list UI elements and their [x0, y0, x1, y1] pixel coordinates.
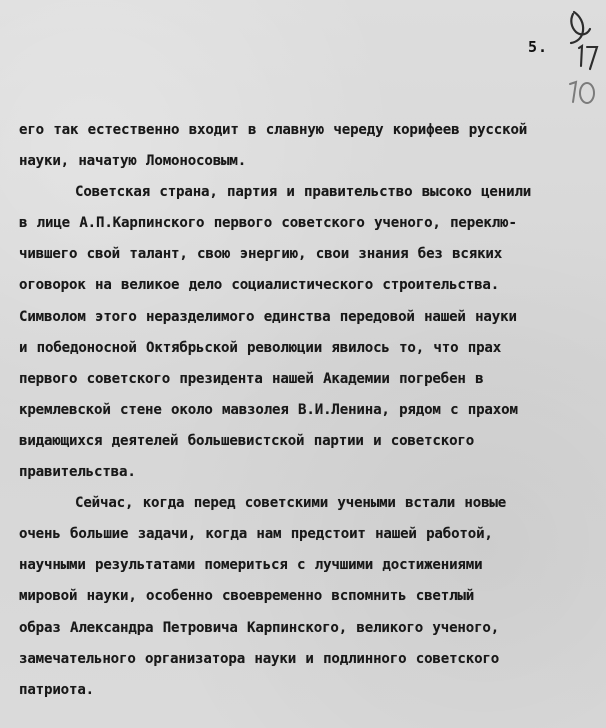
text-line: науки, начатую Ломоносовым. [19, 153, 247, 170]
text-line: Советская страна, партия и правительство высоко ценили [19, 184, 532, 201]
text-line: очень большие задачи, когда нам предстоит нашей работой, [19, 526, 493, 543]
text-line: научными результатами помериться с лучшими достижениями [19, 557, 483, 574]
text-line: Символом этого неразделимого единства передовой нашей науки [19, 308, 517, 325]
text-line: и победоносной Октябрьской революции явилось то, что прах [19, 339, 502, 356]
page-number: 5. [528, 38, 549, 56]
text-line: видающихся деятелей большевистской партии и советского [19, 432, 475, 449]
text-line: Сейчас, когда перед советскими учеными встали новые [19, 495, 507, 512]
archive-folio-mark [556, 8, 604, 108]
text-line: чившего свой талант, свою энергию, свои знания без всяких [19, 246, 503, 263]
text-line: правительства. [19, 464, 136, 481]
text-line: его так естественно входит в славную череду корифеев русской [19, 122, 528, 138]
typed-text [19, 115, 606, 706]
text-line: кремлевской стене около мавзолея В.И.Ленина, рядом с прахом [19, 401, 518, 418]
text-line: замечательного организатора науки и подлинного советского [19, 650, 500, 667]
text-line: патриота. [19, 681, 95, 698]
text-line: образ Александра Петровича Карпинского, великого ученого, [19, 619, 500, 636]
text-line: в лице А.П.Карпинского первого советского ученого, переклю- [19, 215, 517, 232]
text-line: оговорок на великое дело социалистического строительства. [19, 277, 500, 294]
text-line: первого советского президента нашей Академии погребен в [19, 370, 484, 387]
text-line: мировой науки, особенно своевременно вспомнить светлый [19, 588, 475, 605]
